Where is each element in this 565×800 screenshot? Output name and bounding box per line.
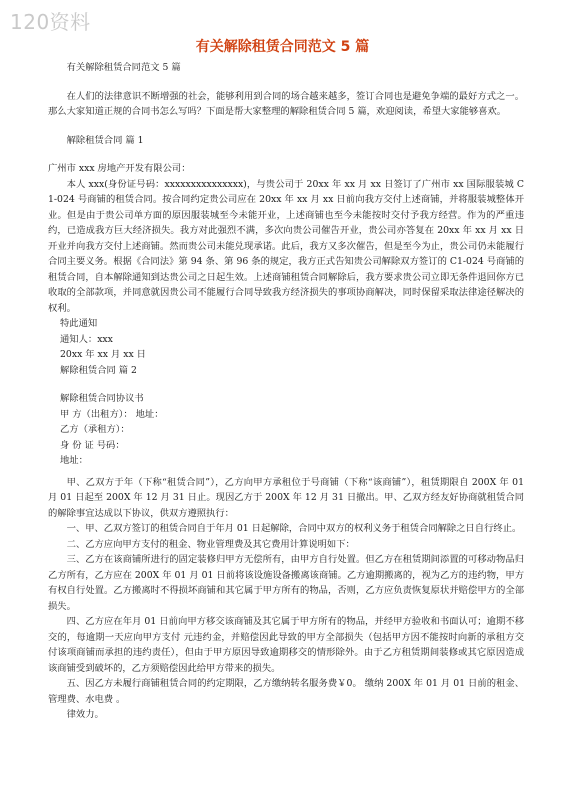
clause-4: 四、乙方应在年月 01 日前向甲方移交该商铺及其它属于甲方所有的物品，并经甲方验收和书面认可；逾期不移交的，每逾期一天应向甲方支付 元违约金，并赔偿因此导致的甲方全部损失（包括甲方因不能按时向新的承租方交付该项商铺而承担的违约责任），但由于甲方原因导致逾期移交的情形除外。由于乙方租赁期间装修或其它原因造成该商铺受到破坏的，乙方须赔偿因此给甲方带来的损失。 [48,616,524,674]
clause-1: 一、甲、乙双方签订的租赁合同自于年月 01 日起解除，合同中双方的权利义务于租赁合同解除之日自行终止。 [66,523,522,534]
clause-2: 二、乙方应向甲方支付的租金、物业管理费及其它费用计算说明如下： [66,538,355,550]
part1-body: 本人 xxx(身份证号码：xxxxxxxxxxxxxxx)，与贵公司于 20xx 年 xx 月 xx 日签订了广州市 xx 国际服装城 C1-024 号商铺的租赁合同。按合同约定贵公司应在 20xx 年 xx 月 xx 日前向我方交付上述商铺，并将服装城整体开业。但是由于贵公司单方面的原因服装城至今未能开业，上述商铺也至今未能按时交付予我方经营。作为的严重违约，已造成我方巨大经济损失。我方对此强烈不满，多次向贵公司催告开业，贵公司亦答复在 20xx 年 xx 月 xx 日开业并向我方交付上述商铺。然而贵公司未能兑现承诺。此后，我方又多次催告，但是至今为止，贵公司仍未能履行合同主要义务。根据《合同法》第 94 条、第 96 条的规定，我方正式告知贵公司解除双方签订的 C1-024 号商铺的租赁合同，自本解除通知到达贵公司之日起生效。上述商铺租赁合同解除后，我方要求贵公司立即无条件退回你方已收取的全部款项，并同意就因贵公司不能履行合同导致我方经济损失的事项协商解决，同时保留采取法律途径解决的权利。 [48,178,524,314]
document-body [48,60,524,723]
part1-heading: 解除租赁合同 篇 1 [66,134,144,146]
intro-paragraph: 在人们的法律意识不断增强的社会，能够利用到合同的场合越来越多，签订合同也是避免争端的最好方式之一。那么大家知道正规的合同书怎么写吗？下面是帮大家整理的解除租赁合同 5 篇，欢迎阅读，希望大家能够喜欢。 [48,90,524,117]
clause-5: 五、因乙方未履行商铺租赁合同的约定期限，乙方缴纳转名服务费￥0。 缴纳 200X 年 01 月 01 日前的租金、管理费、水电费 。 [48,678,524,705]
clause-6: 律效力。 [66,709,104,720]
part2-body: 甲、乙双方于年（下称“租赁合同”），乙方向甲方承租位于号商铺（下称“该商铺”），租赁期限自 200X 年 01 月 01 日起至 200X 年 12 月 31 日止。现因乙方于 200X 年 12 月 31 日撤出。甲、乙双方经友好协商就租赁合同的解除事宜达成以下协议，供双方遵照执行： [48,476,524,519]
id-number-line: 身 份 证 号码： [60,439,125,451]
part2-doc-title: 解除租赁合同协议书 [60,393,144,404]
document-title: 有关解除租赁合同范文 5 篇 [195,39,370,55]
document-subtitle: 有关解除租赁合同范文 5 篇 [66,62,181,73]
part1-addressee: 广州市 xxx 房地产开发有限公司： [48,163,191,174]
part2-heading: 解除租赁合同 篇 2 [60,364,137,376]
part1-notice-label: 特此通知 [60,318,98,329]
part1-date: 20xx 年 xx 月 xx 日 [60,349,146,360]
party-a-line: 甲 方（出租方）： 地址： [60,408,164,420]
part1-notifier: 通知人：xxx [60,333,113,345]
party-b-line: 乙方（承租方）： [60,424,130,435]
clause-3: 三、乙方在该商铺所进行的固定装修归甲方无偿所有，由甲方自行处置。但乙方在租赁期间添置的可移动物品归乙方所有，乙方应在 200X 年 01 月 01 日前将该设施设备搬离该商铺。乙方逾期搬离的，视为乙方的违约物，甲方有权自行处置。乙方搬离时不得损坏商铺和其它属于甲方所有的物品，否则，乙方应负责恢复原状并赔偿甲方的全部损失。 [48,554,524,612]
address-line: 地址： [60,455,88,466]
watermark-logo: 120资料 [10,10,91,34]
